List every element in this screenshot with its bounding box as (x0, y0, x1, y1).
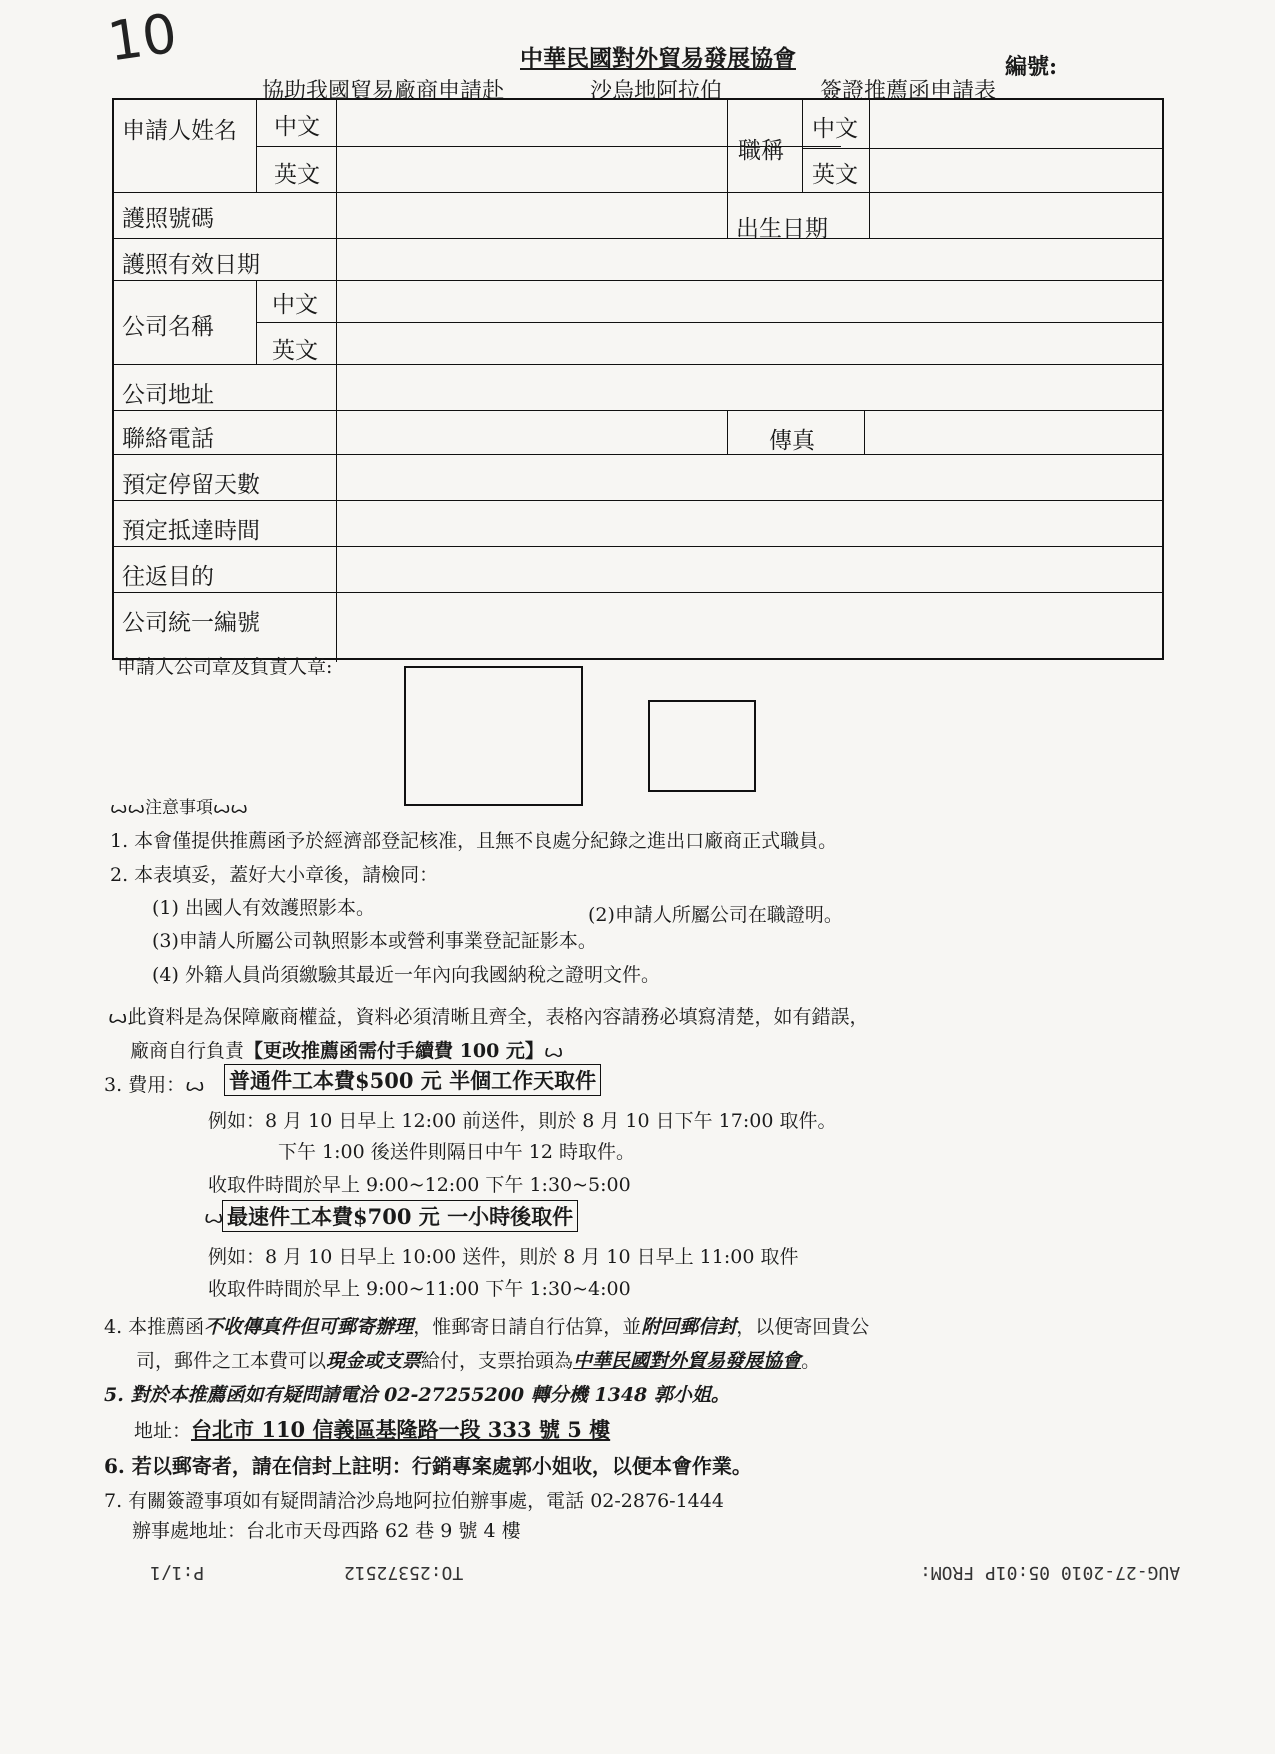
applicant-name-chinese-label: 中文 (274, 114, 320, 140)
company-name-chinese-label: 中文 (272, 292, 318, 318)
note-2-6 (130, 1036, 563, 1063)
note-4-d: 附回郵信封 (641, 1316, 737, 1338)
company-address-label: 公司地址 (122, 382, 214, 408)
birth-date-label: 出生日期 (736, 216, 828, 242)
note-5-address-value: 台北市 110 信義區基隆路一段 333 號 5 樓 (191, 1417, 611, 1442)
note-3-example-2: 下午 1:00 後送件則隔日中午 12 時取件。 (278, 1141, 636, 1163)
job-title-chinese-label: 中文 (812, 116, 858, 142)
serial-label: 編號: (1005, 54, 1058, 80)
company-name-english-label: 英文 (272, 338, 318, 364)
notes-title: ꙍꙍ注意事項ꙍꙍ (110, 798, 248, 818)
stay-days-label: 預定停留天數 (122, 472, 260, 498)
arrival-time-label: 預定抵達時間 (122, 518, 260, 544)
note-4-2b: 現金或支票 (326, 1350, 422, 1372)
fax-footer-date: AUG-27-2010 05:01P FROM: (920, 1562, 1181, 1583)
stamp-label: 申請人公司章及負責人章: (117, 656, 333, 678)
note-4-2a: 司，郵件之工本費可以 (136, 1350, 327, 1372)
note-4-2e: 。 (801, 1350, 821, 1372)
passport-expiry-label: 護照有效日期 (122, 252, 260, 278)
note-2-3: (3)申請人所屬公司執照影本或營利事業登記証影本。 (152, 930, 597, 952)
note-2-6-c: ꙍ (543, 1040, 564, 1062)
note-4-line-2 (136, 1346, 820, 1373)
subtitle-country: 沙烏地阿拉伯 (590, 79, 723, 104)
note-2-1: (1) 出國人有效護照影本。 (152, 897, 375, 919)
note-5: 5. 對於本推薦函如有疑問請電洽 02-27255200 轉分機 1348 郭小姐。 (104, 1384, 730, 1406)
owner-stamp-box (648, 700, 756, 792)
note-3-hours-1: 收取件時間於早上 9:00~12:00 下午 1:30~5:00 (208, 1174, 631, 1196)
express-fee-box: 最速件工本費$700 元 一小時後取件 (222, 1200, 578, 1232)
note-4-a: 4. 本推薦函 (104, 1316, 205, 1338)
fax-footer-to: TO:25372512 (344, 1562, 464, 1583)
note-2-4: (4) 外籍人員尚須繳驗其最近一年內向我國納稅之證明文件。 (152, 964, 660, 986)
note-2: 2. 本表填妥，蓋好大小章後，請檢同： (110, 864, 439, 886)
fax-label: 傳真 (769, 428, 815, 454)
note-4-2d: 中華民國對外貿易發展協會 (573, 1350, 802, 1372)
note-2-6-a: 廠商自行負責 (130, 1040, 245, 1062)
note-5-address (134, 1414, 610, 1444)
org-title: 中華民國對外貿易發展協會 (520, 45, 796, 72)
note-4-2c: 給付，支票抬頭為 (421, 1350, 574, 1372)
note-4-line-1 (104, 1312, 869, 1339)
company-stamp-box (404, 666, 583, 806)
job-title-english-label: 英文 (812, 162, 858, 188)
note-2-6-b: 【更改推薦函需付手續費 100 元】 (244, 1040, 544, 1062)
note-3-label: 3. 費用：ꙍ (104, 1074, 205, 1096)
company-id-label: 公司統一編號 (122, 610, 260, 636)
note-6: 6. 若以郵寄者，請在信封上註明：行銷專案處郭小姐收，以便本會作業。 (104, 1454, 752, 1478)
subtitle-right: 簽證推薦函申請表 (820, 79, 997, 104)
handwritten-mark: 10 (103, 1, 181, 74)
fax-footer-page: P:1/1 (150, 1562, 205, 1583)
note-5-address-label: 地址： (134, 1420, 192, 1442)
note-4-c: ，惟郵寄日請自行估算，並 (413, 1316, 642, 1338)
note-3-example-1: 例如：8 月 10 日早上 12:00 前送件，則於 8 月 10 日下午 17:00 取件。 (208, 1110, 837, 1132)
note-7: 7. 有關簽證事項如有疑問請洽沙烏地阿拉伯辦事處，電話 02-2876-1444 (104, 1490, 724, 1512)
job-title-label: 職稱 (738, 138, 784, 164)
applicant-name-label: 申請人姓名 (122, 118, 237, 144)
express-prefix: ꙍ (204, 1206, 224, 1228)
note-2-5: ꙍ此資料是為保障廠商權益，資料必須清晰且齊全，表格內容請務必填寫清楚，如有錯誤， (108, 1006, 869, 1028)
application-form (112, 98, 1164, 660)
passport-no-label: 護照號碼 (122, 206, 214, 232)
normal-fee-box: 普通件工本費$500 元 半個工作天取件 (224, 1064, 601, 1096)
note-7-address: 辦事處地址：台北市天母西路 62 巷 9 號 4 樓 (132, 1520, 521, 1542)
subtitle-left: 協助我國貿易廠商申請赴 (262, 79, 505, 104)
note-3-hours-2: 收取件時間於早上 9:00~11:00 下午 1:30~4:00 (208, 1278, 631, 1300)
company-name-label: 公司名稱 (122, 314, 214, 340)
note-4-e: ，以便寄回貴公 (736, 1316, 870, 1338)
note-1: 1. 本會僅提供推薦函予於經濟部登記核准，且無不良處分紀錄之進出口廠商正式職員。 (110, 830, 838, 852)
note-2-2: (2)申請人所屬公司在職證明。 (588, 904, 843, 926)
note-3-example-3: 例如：8 月 10 日早上 10:00 送件，則於 8 月 10 日早上 11:00 取件 (208, 1246, 799, 1268)
applicant-name-english-label: 英文 (274, 162, 320, 188)
purpose-label: 往返目的 (122, 564, 214, 590)
note-4-b: 不收傳真件但可郵寄辦理 (204, 1316, 414, 1338)
phone-label: 聯絡電話 (122, 426, 214, 452)
